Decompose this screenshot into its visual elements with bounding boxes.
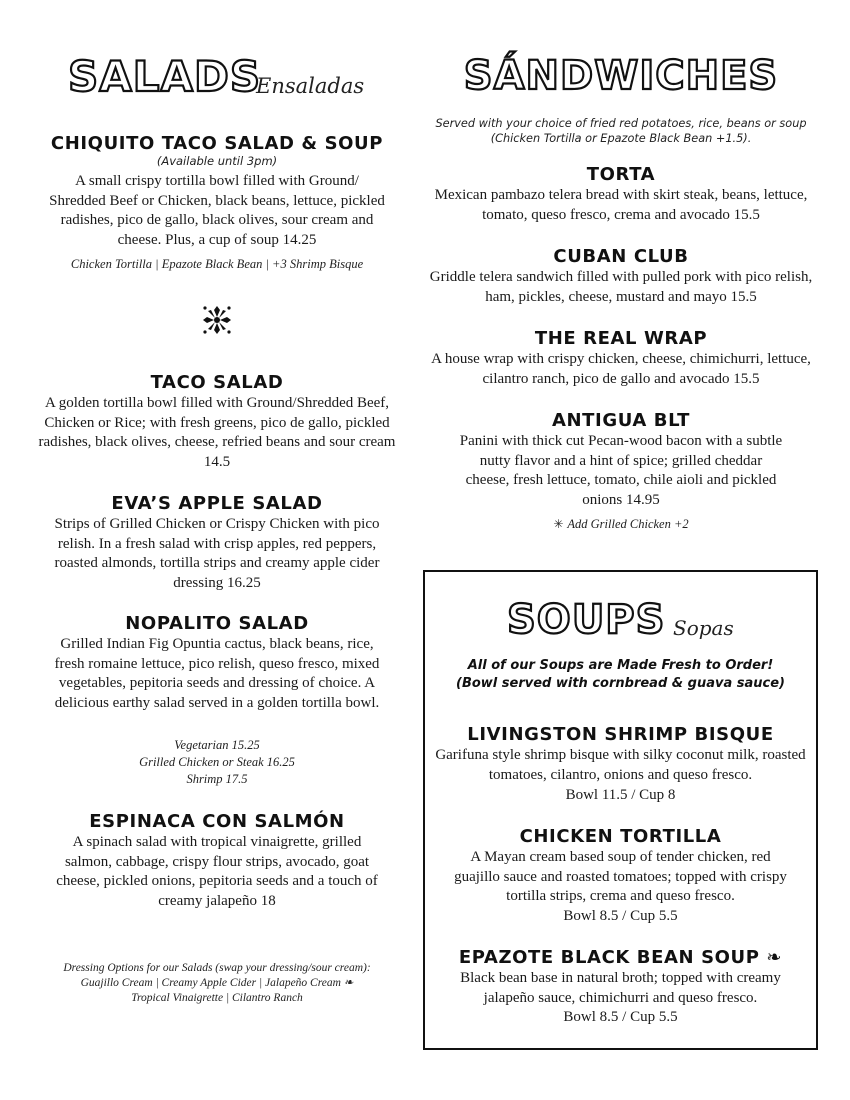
soups-fresh-note: All of our Soups are Made Fresh to Order!	[467, 658, 774, 673]
livingston-shrimp-bisque-description: Garifuna style shrimp bisque with silky coconut milk, roasted tomatoes, cilantro, onions and queso fresco.	[435, 747, 806, 783]
antigua-blt-addon-text: Add Grilled Chicken +2	[567, 517, 689, 531]
antigua-blt-description: Panini with thick cut Pecan-wood bacon with a subtle nutty flavor and a hint of spice; grilled cheddar cheese, fresh lettuce, tomato, chile aioli and pickled onions 14.95	[459, 433, 783, 508]
nopalito-salad-title: NOPALITO SALAD	[125, 613, 309, 634]
dressing-options-line-1: Dressing Options for our Salads (swap your dressing/sour cream):	[63, 962, 371, 974]
decorative-ornament-icon	[199, 302, 235, 338]
chicken-tortilla-description: A Mayan cream based soup of tender chicken, red guajillo sauce and roasted tomatoes; topped with crispy tortilla strips, crema and queso fresco.	[454, 849, 787, 905]
taco-salad-title: TACO SALAD	[150, 372, 284, 393]
epazote-black-bean-soup-description: Black bean base in natural broth; topped with creamy jalapeño sauce, chimichurri and queso fresco.	[460, 970, 781, 1006]
torta-description: Mexican pambazo telera bread with skirt steak, beans, lettuce, tomato, queso fresco, crema and avocado 15.5	[434, 187, 808, 223]
cuban-club-description: Griddle telera sandwich filled with pulled pork with pico relish, ham, pickles, cheese, mustard and mayo 15.5	[429, 269, 813, 305]
salads-header	[68, 52, 398, 106]
soups-box	[423, 570, 818, 1050]
cuban-club-title: CUBAN CLUB	[553, 246, 689, 267]
espinaca-con-salmon-description: A spinach salad with tropical vinaigrette, grilled salmon, cabbage, crispy flour strips, avocado, goat cheese, pickled onions, pepitoria seeds and a touch of creamy jalapeño 18	[56, 834, 378, 909]
torta-title: TORTA	[586, 164, 656, 185]
sparkle-icon: ✳	[553, 517, 564, 531]
nopalito-price-shrimp: Shrimp 17.5	[186, 772, 248, 786]
antigua-blt-title: ANTIGUA BLT	[551, 410, 691, 431]
chiquito-soup-options: Chicken Tortilla | Epazote Black Bean | +3 Shrimp Bisque	[70, 257, 364, 271]
sandwiches-title: SÁNDWICHES	[463, 53, 779, 99]
espinaca-con-salmon-title: ESPINACA CON SALMÓN	[89, 811, 345, 832]
salads-title: SALADS	[68, 52, 262, 101]
chiquito-availability: (Available until 3pm)	[156, 154, 278, 168]
evas-apple-salad-title: EVA’S APPLE SALAD	[111, 493, 323, 514]
nopalito-price-chicken-steak: Grilled Chicken or Steak 16.25	[139, 755, 295, 769]
chicken-tortilla-title: CHICKEN TORTILLA	[519, 826, 722, 847]
epazote-black-bean-soup-title: EPAZOTE BLACK BEAN SOUP ❧	[458, 947, 783, 968]
the-real-wrap-title: THE REAL WRAP	[534, 328, 708, 349]
chiquito-taco-salad-title: CHIQUITO TACO SALAD & SOUP	[50, 133, 384, 154]
the-real-wrap-description: A house wrap with crispy chicken, cheese, chimichurri, lettuce, cilantro ranch, pico de gallo and avocado 15.5	[431, 351, 811, 387]
chicken-tortilla-price: Bowl 8.5 / Cup 5.5	[563, 908, 678, 924]
livingston-shrimp-bisque-price: Bowl 11.5 / Cup 8	[565, 787, 676, 803]
soups-bowl-note: (Bowl served with cornbread & guava sauce)	[456, 676, 785, 691]
antigua-blt-addon	[424, 515, 818, 533]
livingston-shrimp-bisque-title: LIVINGSTON SHRIMP BISQUE	[467, 724, 774, 745]
soups-header	[507, 597, 767, 646]
chiquito-description: A small crispy tortilla bowl filled with Ground/ Shredded Beef or Chicken, black beans, lettuce, pickled radishes, pico de gallo, black olives, sour cream and cheese. Plus, a cup of soup 14.25	[49, 173, 385, 248]
epazote-black-bean-soup-price: Bowl 8.5 / Cup 5.5	[563, 1009, 678, 1025]
sandwiches-served-with: Served with your choice of fried red potatoes, rice, beans or soup (Chicken Tortilla or Epazote Black Bean +1.5).	[435, 117, 807, 145]
dressing-options-line-3: Tropical Vinaigrette | Cilantro Ranch	[131, 992, 303, 1004]
soups-subtitle: Sopas	[673, 616, 734, 640]
soups-title: SOUPS	[507, 597, 666, 643]
salads-subtitle: Ensaladas	[256, 74, 365, 98]
taco-salad-description: A golden tortilla bowl filled with Ground/Shredded Beef, Chicken or Rice; with fresh greens, pico de gallo, pickled radishes, black olives, cheese, refried beans and sour cream 14.5	[38, 395, 396, 470]
nopalito-price-vegetarian: Vegetarian 15.25	[174, 738, 260, 752]
dressing-options-line-2: Guajillo Cream | Creamy Apple Cider | Jalapeño Cream ❧	[80, 977, 354, 989]
evas-apple-salad-description: Strips of Grilled Chicken or Crispy Chicken with pico relish. In a fresh salad with crisp apples, red peppers, roasted almonds, tortilla strips and creamy apple cider dressing 16.25	[54, 516, 380, 591]
nopalito-salad-description: Grilled Indian Fig Opuntia cactus, black beans, rice, fresh romaine lettuce, pico relish, queso fresco, mixed vegetables, pepitoria seeds and dressing of choice. A delicious earthy salad served in a golden tortilla bowl.	[54, 636, 380, 711]
